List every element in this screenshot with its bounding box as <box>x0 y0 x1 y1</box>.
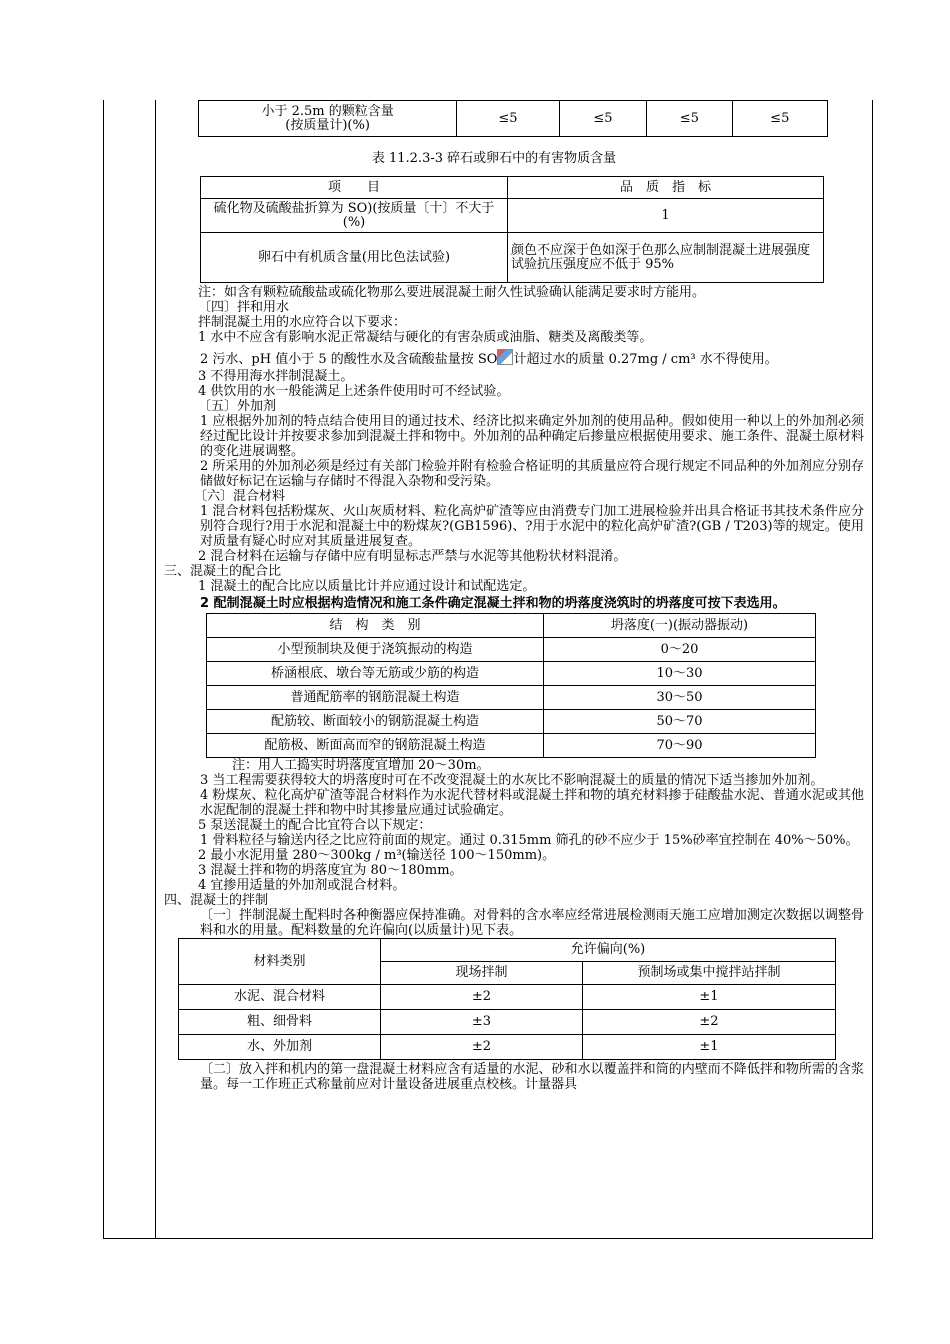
paragraph-part: 计超过水的质量 0.27mg / cm³ 水不得使用。 <box>513 352 778 367</box>
paragraph: 拌制混凝土用的水应符合以下要求： <box>198 315 407 330</box>
section-title: 〔四〕拌和用水 <box>198 300 290 315</box>
table-cell: ±2 <box>583 1010 836 1035</box>
header-cell: 项 目 <box>201 177 508 199</box>
table-cell: ±2 <box>381 1035 583 1060</box>
table-row <box>179 1010 836 1035</box>
particle-content-table <box>198 100 828 137</box>
paragraph: 〔一〕拌制混凝土配料时各种衡器应保持准确。对骨料的含水率应经常进展检测雨天施工应增加测定次数据以调整骨料和水的用量。配料数量的允许偏向(以质量计)见下表。 <box>200 908 864 938</box>
table-cell: ±2 <box>381 985 583 1010</box>
header-cell: 材料类别 <box>179 939 381 985</box>
paragraph: 3 不得用海水拌制混凝土。 <box>198 369 354 384</box>
table-header-row <box>179 939 836 962</box>
slump-table <box>206 613 816 758</box>
table-cell: 水泥、混合材料 <box>179 985 381 1010</box>
table-cell: ≤5 <box>732 101 827 137</box>
table-cell: 小型预制块及便于浇筑振动的构造 <box>207 638 544 662</box>
header-cell: 坍落度(一)(振动器振动) <box>544 614 816 638</box>
table-cell: 粗、细骨料 <box>179 1010 381 1035</box>
broken-image-icon <box>497 349 513 365</box>
table-header-row <box>201 177 824 199</box>
table-cell: 10～30 <box>544 662 816 686</box>
paragraph <box>164 349 864 367</box>
header-cell: 允许偏向(%) <box>381 939 836 962</box>
note-text: 注：如含有颗粒硫酸盐或硫化物那么要进展混凝土耐久性试验确认能满足要求时方能用。 <box>198 285 706 300</box>
table-cell: 1 <box>508 199 824 233</box>
table-row <box>201 233 824 283</box>
paragraph: 1 混凝土的配合比应以质量比计并应通过设计和试配选定。 <box>198 579 536 594</box>
table-row <box>207 638 816 662</box>
section-title: 三、混凝土的配合比 <box>164 564 282 579</box>
table-cell: 0～20 <box>544 638 816 662</box>
table-cell: 卵石中有机质含量(用比色法试验) <box>201 233 508 283</box>
column-divider <box>155 100 156 1238</box>
paragraph: 4 供饮用的水一般能满足上述条件使用时可不经试验。 <box>198 384 510 399</box>
table-row <box>179 985 836 1010</box>
section-title: 〔五〕外加剂 <box>198 399 277 414</box>
harmful-substances-table <box>200 176 824 283</box>
table-cell: 普通配筋率的钢筋混凝土构造 <box>207 686 544 710</box>
paragraph: 4 宜掺用适量的外加剂或混合材料。 <box>198 878 406 893</box>
table-cell: ≤5 <box>559 101 646 137</box>
table-caption: 表 11.2.3-3 碎石或卵石中的有害物质含量 <box>371 151 617 166</box>
row-label-line2: (按质量计)(%) <box>285 117 370 133</box>
table-cell: 30～50 <box>544 686 816 710</box>
header-cell: 现场拌制 <box>381 962 583 985</box>
table-row <box>179 1035 836 1060</box>
paragraph: 5 泵送混凝土的配合比宜符合以下规定： <box>198 818 432 833</box>
table-cell: 颜色不应深于色如深于色那么应制制混凝土进展强度试验抗压强度应不低于 95% <box>508 233 824 283</box>
paragraph: 3 混凝土拌和物的坍落度宜为 80～180mm。 <box>198 863 463 878</box>
table-cell: ±1 <box>583 1035 836 1060</box>
paragraph: 3 当工程需要获得较大的坍落度时可在不改变混凝土的水灰比不影响混凝土的质量的情况下适当掺加外加剂。 <box>200 773 824 788</box>
table-cell: 水、外加剂 <box>179 1035 381 1060</box>
table-row <box>207 662 816 686</box>
tolerance-table <box>178 938 836 1060</box>
paragraph: 1 水中不应含有影响水泥正常凝结与硬化的有害杂质或油脂、糖类及离酸类等。 <box>198 330 653 345</box>
table-row <box>199 101 828 137</box>
paragraph: 1 应根据外加剂的特点结合使用目的通过技术、经济比拟来确定外加剂的使用品种。假如使用一种以上的外加剂必须经过配比设计并按要求参加到混凝土拌和物中。外加剂的品种确定后掺量应根据使用要求、施工条件、混凝土原材料的变化进展调整。 <box>200 414 864 459</box>
paragraph-part: 2 污水、pH 值小于 5 的酸性水及含硫酸盐量按 SO <box>200 352 498 367</box>
paragraph: 4 粉煤灰、粒化高炉矿渣等混合材料作为水泥代替材料或混凝土拌和物的填充材料掺于硅酸盐水泥、普通水泥或其他水泥配制的混凝土拌和物中时其掺量应通过试验确定。 <box>200 788 864 818</box>
header-cell: 预制场或集中搅拌站拌制 <box>583 962 836 985</box>
section-title: 四、混凝土的拌制 <box>164 893 269 908</box>
table-cell <box>199 101 457 137</box>
table-cell: 硫化物及硫酸盐折算为 SO)(按质量〔十〕不大于(%) <box>201 199 508 233</box>
table-cell: 配筋较、断面较小的钢筋混凝土构造 <box>207 710 544 734</box>
paragraph: 1 骨料粒径与输送内径之比应符前面的规定。通过 0.315mm 筛孔的砂不应少于 15%砂率宜控制在 40%～50%。 <box>200 833 859 848</box>
row-label-line1: 小于 2.5m 的颗粒含量 <box>261 103 394 119</box>
paragraph: 1 混合材料包括粉煤灰、火山灰质材料、粒化高炉矿渣等应由消费专门加工进展检验并出具合格证书其技术条件应分别符合现行?用于水泥和混凝土中的粉煤灰?(GB1596)、?用于水泥中的粒化高炉矿渣?(GB / T203)等的规定。使用对质量有疑心时应对其质量进展复查。 <box>200 504 864 549</box>
table-row <box>207 734 816 758</box>
table-cell: 桥涵根底、墩台等无筋或少筋的构造 <box>207 662 544 686</box>
table-cell: ±3 <box>381 1010 583 1035</box>
table-cell: 50～70 <box>544 710 816 734</box>
table-cell: ≤5 <box>457 101 559 137</box>
table-cell: ±1 <box>583 985 836 1010</box>
document-content <box>164 100 864 1092</box>
table-row <box>201 199 824 233</box>
table-header-row <box>207 614 816 638</box>
paragraph: 2 混合材料在运输与存储中应有明显标志严禁与水泥等其他粉状材料混淆。 <box>198 549 627 564</box>
paragraph-bold: 2 配制混凝土时应根据构造情况和施工条件确定混凝土拌和物的坍落度浇筑时的坍落度可按下表选用。 <box>200 596 786 611</box>
header-cell: 结 构 类 别 <box>207 614 544 638</box>
table-row <box>207 710 816 734</box>
paragraph: 〔二〕放入拌和机内的第一盘混凝土材料应含有适量的水泥、砂和水以覆盖拌和筒的内壁而不降低拌和物所需的含浆量。每一工作班正式称量前应对计量设备进展重点校核。计量器具 <box>200 1062 864 1092</box>
paragraph: 2 所采用的外加剂必须是经过有关部门检验并附有检验合格证明的其质量应符合现行规定不同品种的外加剂应分别存储做好标记在运输与存储时不得混入杂物和受污染。 <box>200 459 864 489</box>
table-cell: ≤5 <box>647 101 732 137</box>
section-title: 〔六〕混合材料 <box>194 489 286 504</box>
header-cell: 品 质 指 标 <box>508 177 824 199</box>
paragraph: 2 最小水泥用量 280～300kg / m³(输送径 100～150mm)。 <box>198 848 556 863</box>
table-note: 注：用人工捣实时坍落度宜增加 20～30m。 <box>232 758 490 773</box>
table-cell: 70～90 <box>544 734 816 758</box>
table-cell: 配筋极、断面高而窄的钢筋混凝土构造 <box>207 734 544 758</box>
table-row <box>207 686 816 710</box>
